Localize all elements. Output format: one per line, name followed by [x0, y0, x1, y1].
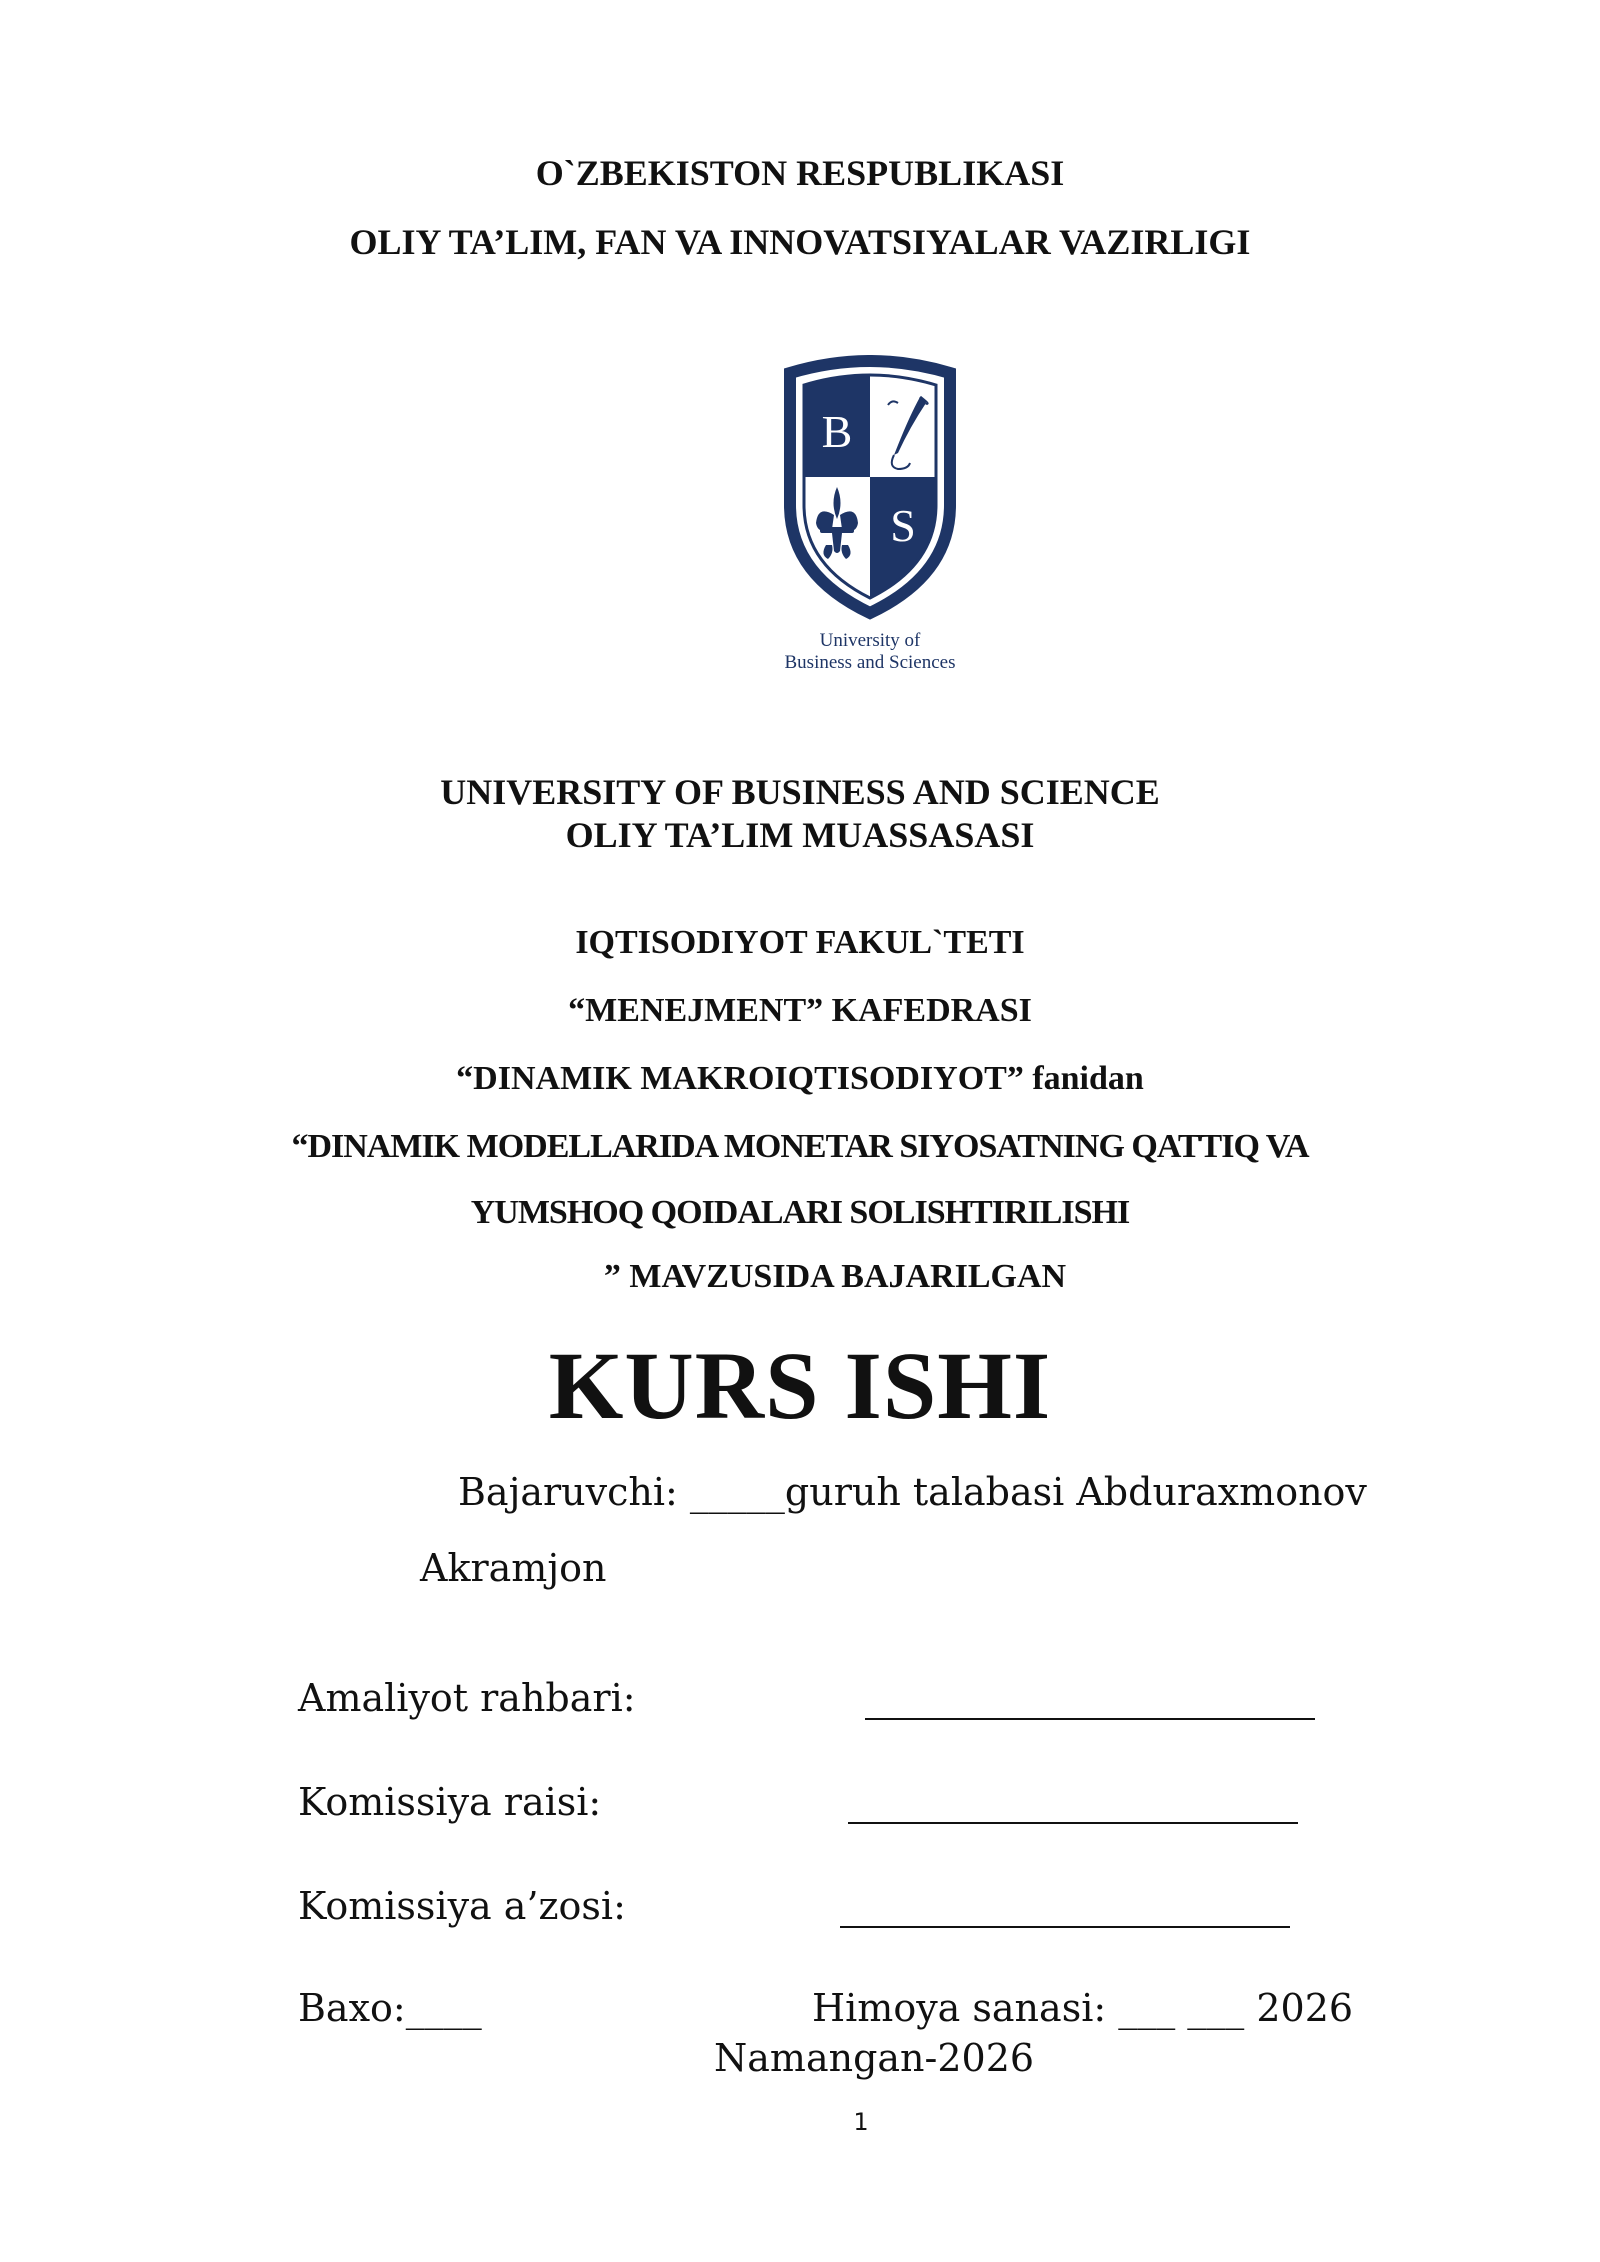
- topic-line-3: ” MAVZUSIDA BAJARILGAN: [603, 1258, 1067, 1295]
- defense-date-field: Himoya sanasi: ___ ___ 2026: [812, 1986, 1354, 2030]
- subject-heading: “DINAMIK MAKROIQTISODIYOT” fanidan: [456, 1060, 1144, 1097]
- logo-caption-line2: Business and Sciences: [784, 652, 956, 673]
- performer-line-1: Bajaruvchi: _____guruh talabasi Abduraxmonov: [458, 1470, 1367, 1514]
- logo-letter-b: B: [821, 406, 853, 457]
- grade-field: Baxo:____: [298, 1986, 482, 2030]
- topic-line-2: YUMSHOQ QOIDALARI SOLISHTIRILISHI: [470, 1194, 1130, 1231]
- university-logo: [760, 355, 980, 675]
- city-year: Namangan-2026: [714, 2036, 1035, 2080]
- signature-label-member: Komissiya a’zosi:: [298, 1884, 626, 1928]
- faculty-heading: IQTISODIYOT FAKUL`TETI: [575, 924, 1025, 961]
- country-heading: O`ZBEKISTON RESPUBLIKASI: [535, 153, 1065, 193]
- signature-line-chair: [848, 1822, 1298, 1824]
- signature-line-supervisor: [865, 1718, 1315, 1720]
- institution-name: UNIVERSITY OF BUSINESS AND SCIENCE: [440, 772, 1160, 812]
- signature-line-member: [840, 1926, 1290, 1928]
- logo-caption-line1: University of: [819, 630, 921, 651]
- ministry-heading: OLIY TA’LIM, FAN VA INNOVATSIYALAR VAZIRLIGI: [349, 222, 1251, 262]
- document-title: KURS ISHI: [548, 1332, 1052, 1439]
- department-heading: “MENEJMENT” KAFEDRASI: [568, 992, 1032, 1029]
- signature-label-chair: Komissiya raisi:: [298, 1780, 602, 1824]
- logo-letter-s: S: [890, 500, 916, 551]
- topic-line-1: “DINAMIK MODELLARIDA MONETAR SIYOSATNING QATTIQ VA: [291, 1128, 1309, 1165]
- page-number: 1: [853, 2108, 869, 2136]
- institution-type: OLIY TA’LIM MUASSASASI: [565, 815, 1035, 855]
- performer-line-2: Akramjon: [420, 1546, 607, 1590]
- signature-label-supervisor: Amaliyot rahbari:: [298, 1676, 636, 1720]
